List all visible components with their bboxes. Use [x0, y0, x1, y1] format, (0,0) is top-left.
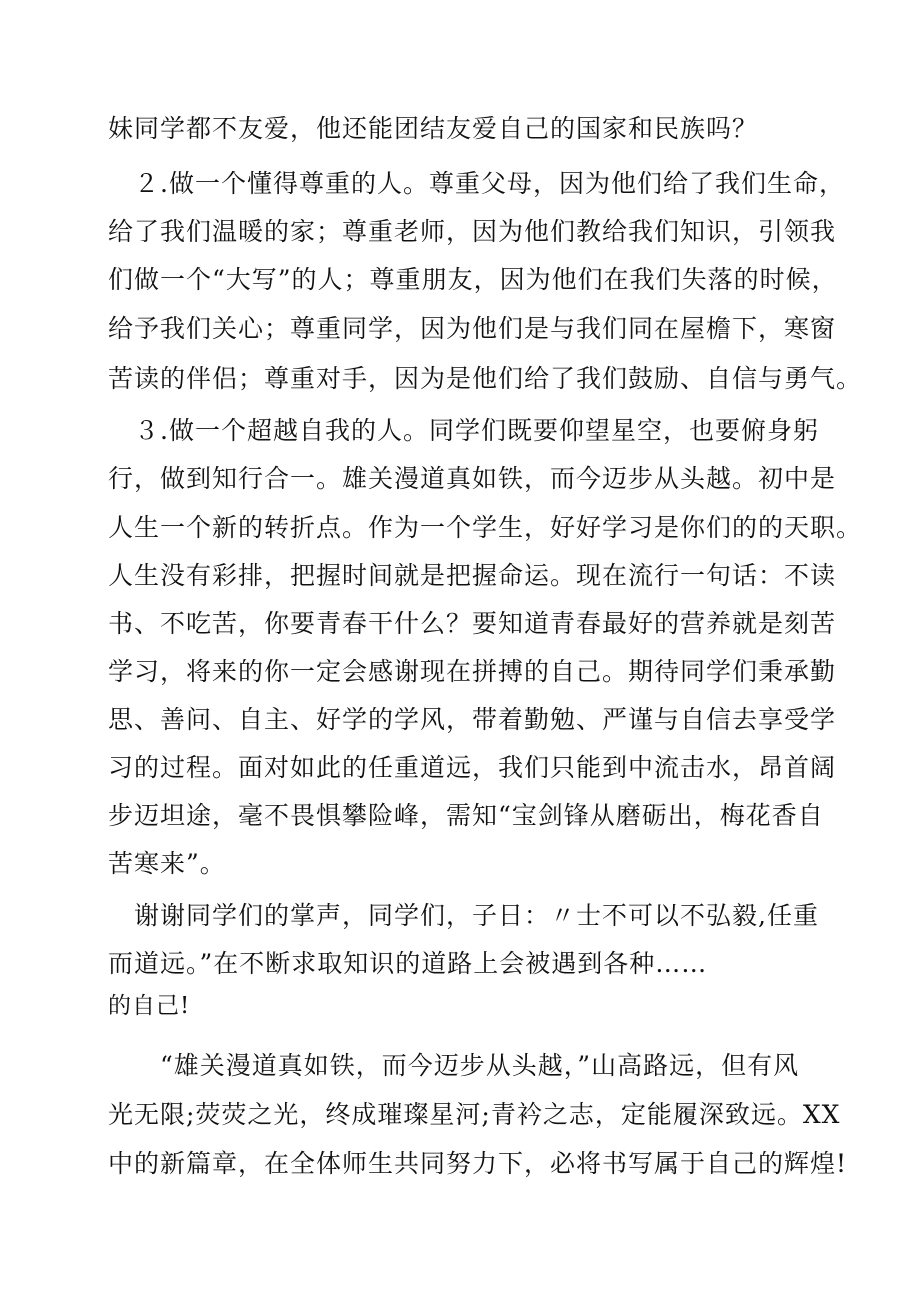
text-line: 谢谢同学们的掌声，同学们，子日：〃士不可以不弘毅,任重 — [108, 901, 819, 930]
text-line: 苦读的伴侣；尊重对手，因为是他们给了我们鼓励、自信与勇气。 — [108, 364, 863, 393]
text-line: “雄关漫道真如铁，而今迈步从头越，”山高路远，但有风 — [108, 1051, 800, 1080]
text-line: ２.做一个懂得尊重的人。尊重父母，因为他们给了我们生命， — [108, 169, 845, 198]
text-line: 的自己! — [108, 993, 191, 1019]
text-line: 给了我们温暖的家；尊重老师，因为他们教给我们知识，引领我 — [108, 217, 837, 246]
text-line: 书、不吃苦，你要青春干什么？要知道青春最好的营养就是刻苦 — [108, 609, 837, 638]
text-line: 思、善问、自主、好学的学风，带着勤勉、严谨与自信去享受学 — [108, 705, 837, 734]
text-line: 妹同学都不友爱，他还能团结友爱自己的国家和民族吗？ — [108, 114, 759, 143]
text-line: 给予我们关心；尊重同学，因为他们是与我们同在屋檐下，寒窗 — [108, 314, 837, 343]
text-line: 苦寒来”。 — [108, 849, 226, 878]
text-line: 光无限;荧荧之光，终成璀璨星河;青衿之志，定能履深致远。XX — [108, 1100, 841, 1129]
text-line: 中的新篇章，在全体师生共同努力下，必将书写属于自己的辉煌! — [108, 1149, 848, 1178]
text-line: 步迈坦途，毫不畏惧攀险峰，需知“宝剑锋从磨砺出，梅花香自 — [108, 801, 824, 830]
text-line: 人生一个新的转折点。作为一个学生，好好学习是你们的的天职。 — [108, 513, 863, 542]
text-line: 而道远。”在不断求取知识的道路上会被遇到各种…… — [108, 949, 708, 978]
text-line: 习的过程。面对如此的任重道远，我们只能到中流击水，昂首阔 — [108, 753, 837, 782]
text-line: 学习，将来的你一定会感谢现在拼搏的自己。期待同学们秉承勤 — [108, 657, 837, 686]
text-line: 人生没有彩排，把握时间就是把握命运。现在流行一句话：不读 — [108, 561, 837, 590]
text-line: 们做一个“大写”的人；尊重朋友，因为他们在我们失落的时候， — [108, 265, 838, 294]
text-line: ３.做一个超越自我的人。同学们既要仰望星空，也要俯身躬 — [108, 416, 819, 445]
text-line: 行，做到知行合一。雄关漫道真如铁，而今迈步从头越。初中是 — [108, 464, 837, 493]
